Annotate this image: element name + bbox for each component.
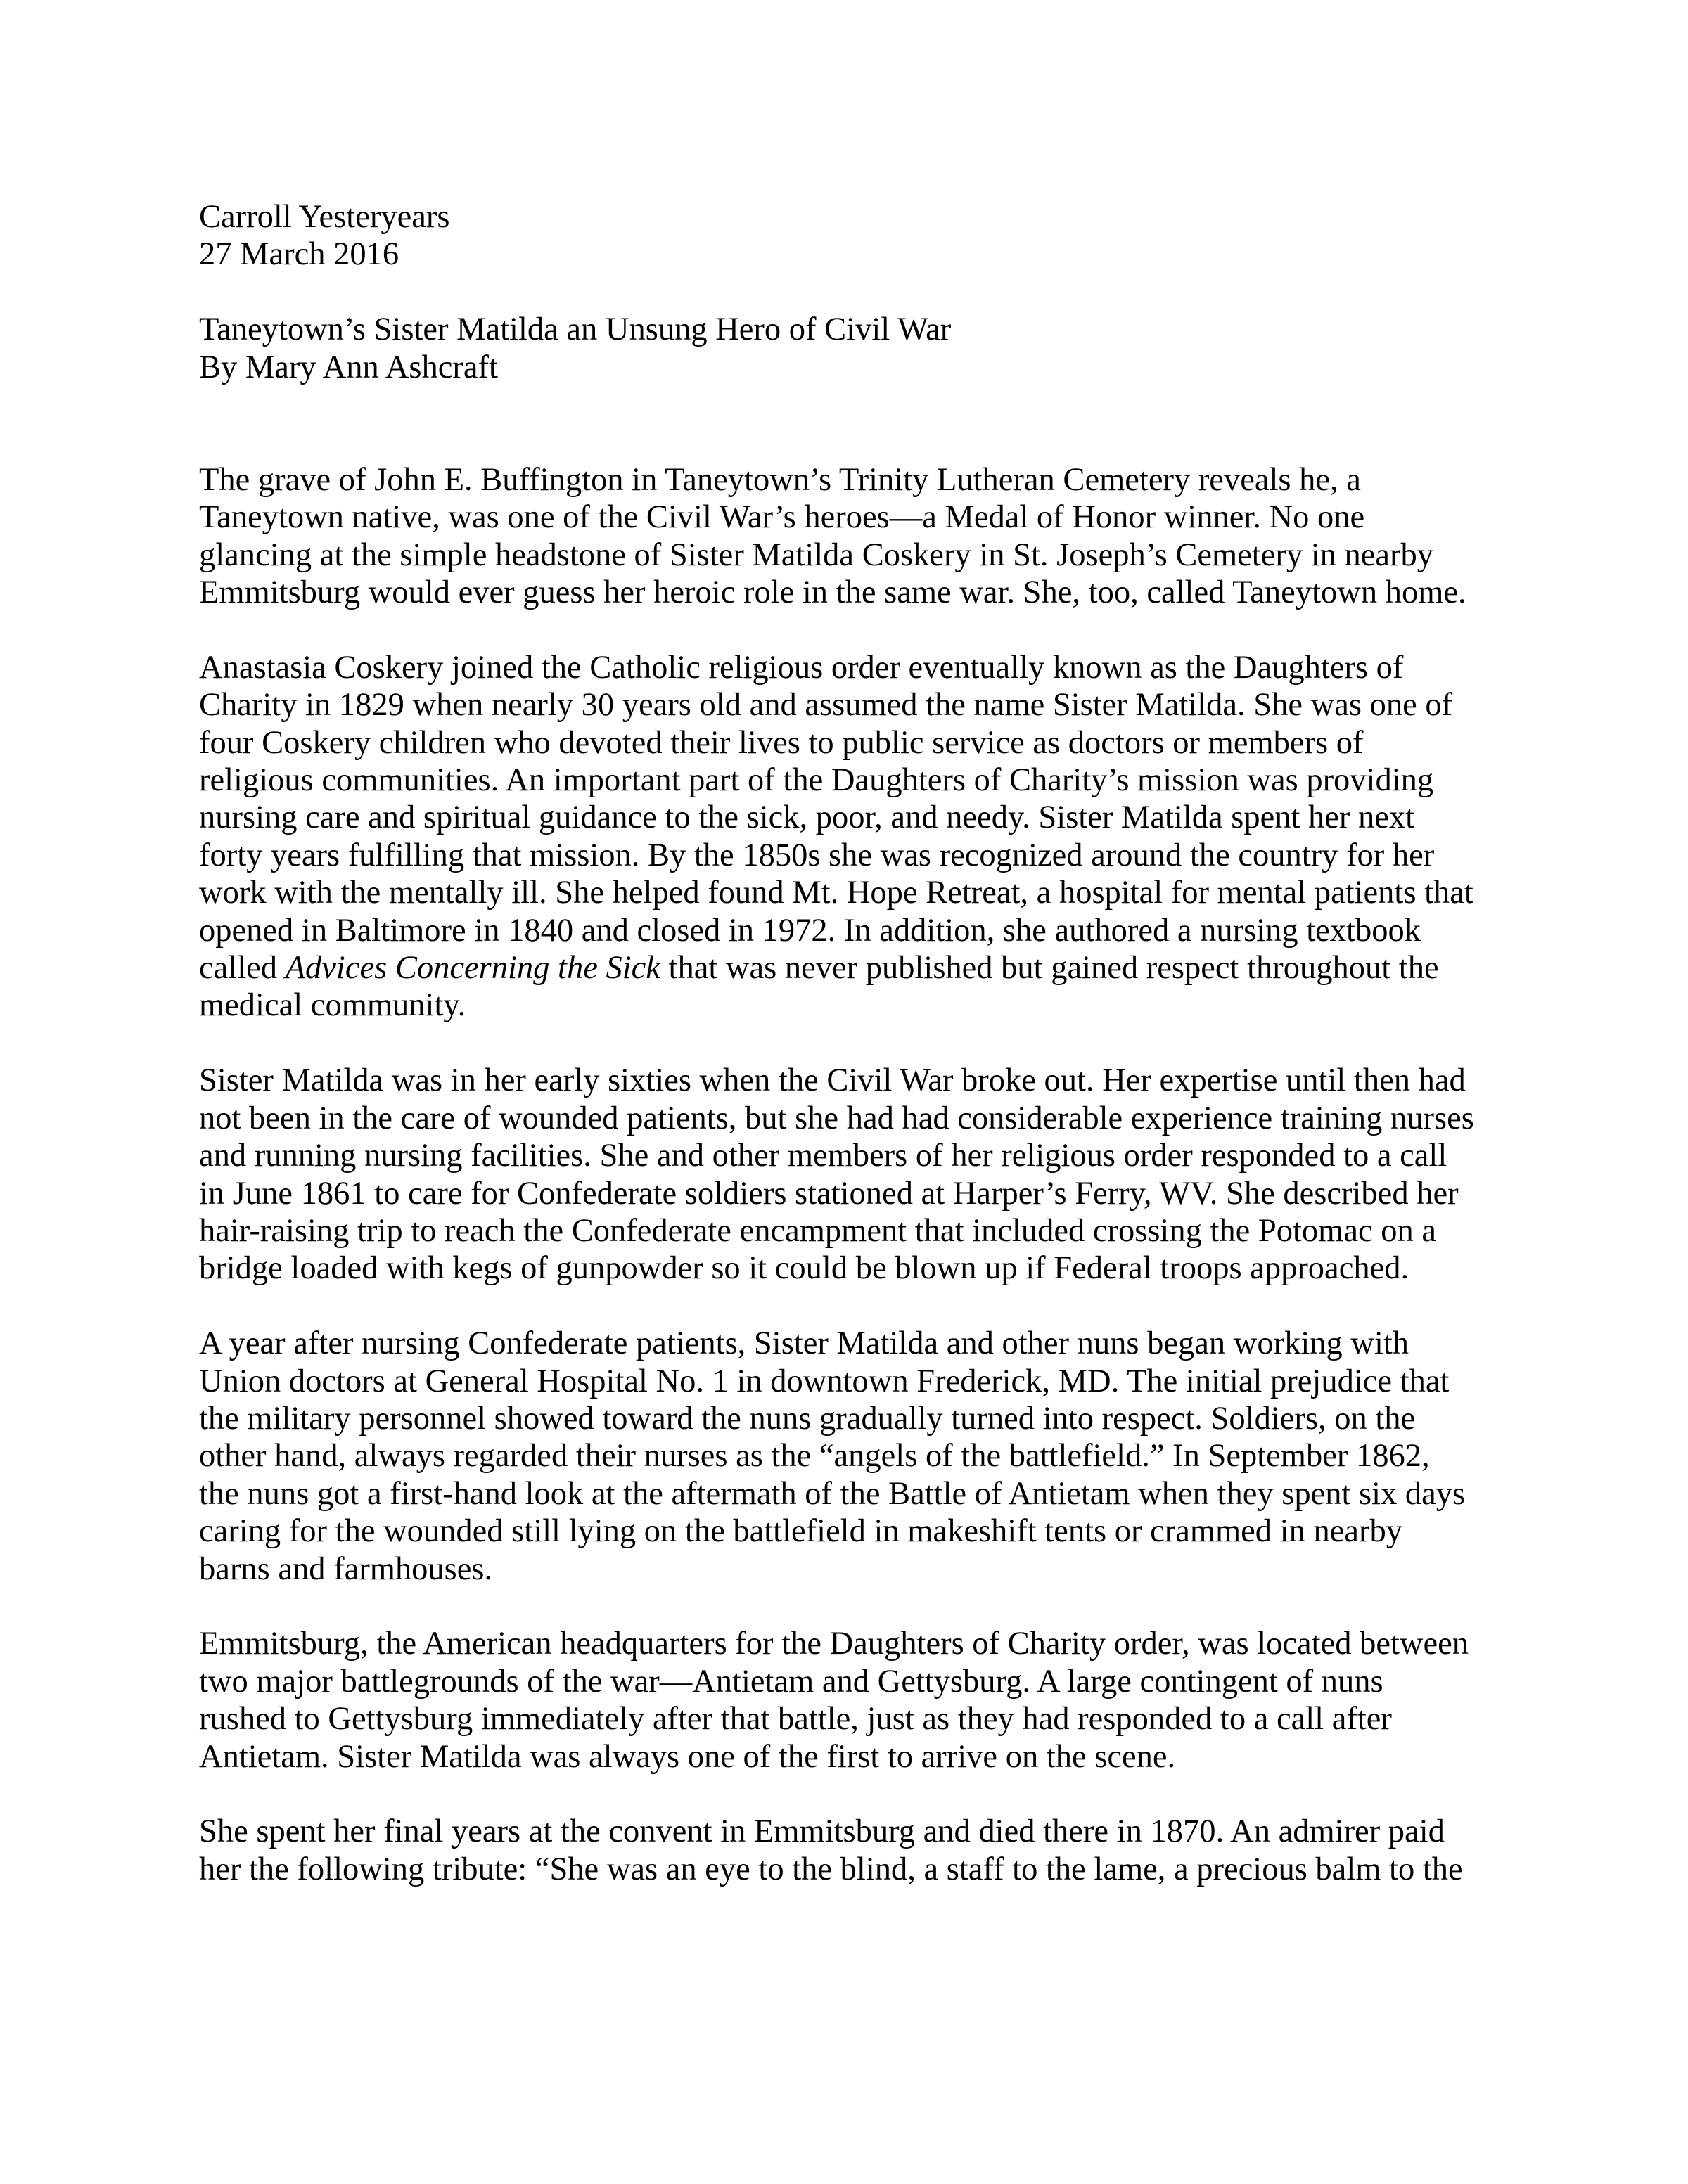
text-line: Antietam. Sister Matilda was always one of the first to arrive on the scene. bbox=[199, 1738, 1176, 1775]
text-line: other hand, always regarded their nurses as the “angels of the battlefield.” In September 1862, bbox=[199, 1438, 1430, 1475]
paragraph-3 bbox=[199, 1062, 1521, 1287]
text-run: called bbox=[199, 950, 286, 987]
spacer bbox=[199, 1775, 1521, 1813]
text-line: Union doctors at General Hospital No. 1 in downtown Frederick, MD. The initial prejudice that bbox=[199, 1363, 1450, 1399]
text-line: Sister Matilda was in her early sixties when the Civil War broke out. Her expertise until then had bbox=[199, 1062, 1466, 1099]
text-line: Emmitsburg, the American headquarters for the Daughters of Charity order, was located between bbox=[199, 1626, 1469, 1662]
header bbox=[199, 198, 1521, 274]
text-line: caring for the wounded still lying on the battlefield in makeshift tents or crammed in nearby bbox=[199, 1513, 1402, 1550]
text-line: Taneytown native, was one of the Civil War’s heroes—a Medal of Honor winner. No one bbox=[199, 499, 1365, 536]
document-page bbox=[199, 198, 1521, 1888]
text-line: Emmitsburg would ever guess her heroic role in the same war. She, too, called Taneytown home. bbox=[199, 574, 1466, 611]
text-line: two major battlegrounds of the war—Antietam and Gettysburg. A large contingent of nuns bbox=[199, 1663, 1383, 1700]
paragraph-2 bbox=[199, 649, 1521, 1024]
text-line: opened in Baltimore in 1840 and closed in 1972. In addition, she authored a nursing textbook bbox=[199, 912, 1421, 949]
text-line: religious communities. An important part of the Daughters of Charity’s mission was providing bbox=[199, 762, 1434, 799]
article-byline: By Mary Ann Ashcraft bbox=[199, 349, 498, 385]
text-line: barns and farmhouses. bbox=[199, 1550, 493, 1587]
article-title: Taneytown’s Sister Matilda an Unsung Hero of Civil War bbox=[199, 311, 952, 348]
text-line: medical community. bbox=[199, 987, 466, 1024]
text-run: that was never published but gained respect throughout the bbox=[660, 950, 1439, 987]
text-line: The grave of John E. Buffington in Taneytown’s Trinity Lutheran Cemetery reveals he, a bbox=[199, 461, 1361, 498]
paragraph-4 bbox=[199, 1325, 1521, 1588]
text-line: glancing at the simple headstone of Sister Matilda Coskery in St. Joseph’s Cemetery in nearby bbox=[199, 537, 1434, 573]
text-line: Charity in 1829 when nearly 30 years old and assumed the name Sister Matilda. She was one of bbox=[199, 687, 1453, 724]
spacer bbox=[199, 386, 1521, 461]
text-line: nursing care and spiritual guidance to the sick, poor, and needy. Sister Matilda spent her next bbox=[199, 799, 1415, 836]
text-line: bridge loaded with kegs of gunpowder so it could be blown up if Federal troops approached. bbox=[199, 1250, 1409, 1287]
publication-date: 27 March 2016 bbox=[199, 236, 399, 273]
paragraph-1 bbox=[199, 461, 1521, 612]
spacer bbox=[199, 1588, 1521, 1625]
text-line: hair-raising trip to reach the Confederate encampment that included crossing the Potomac on a bbox=[199, 1212, 1437, 1249]
publication-name: Carroll Yesteryears bbox=[199, 199, 450, 235]
text-line: the nuns got a first-hand look at the aftermath of the Battle of Antietam when they spent six days bbox=[199, 1475, 1466, 1512]
book-title: Advices Concerning the Sick bbox=[285, 950, 660, 987]
text-line: Anastasia Coskery joined the Catholic religious order eventually known as the Daughters of bbox=[199, 649, 1404, 686]
article-heading bbox=[199, 311, 1521, 386]
text-line: the military personnel showed toward the nuns gradually turned into respect. Soldiers, on the bbox=[199, 1400, 1416, 1437]
text-line: She spent her final years at the convent in Emmitsburg and died there in 1870. An admirer paid bbox=[199, 1813, 1445, 1850]
text-line: rushed to Gettysburg immediately after that battle, just as they had responded to a call after bbox=[199, 1701, 1392, 1737]
text-line bbox=[199, 949, 1521, 987]
spacer bbox=[199, 1024, 1521, 1062]
spacer bbox=[199, 611, 1521, 648]
text-line: four Coskery children who devoted their lives to public service as doctors or members of bbox=[199, 724, 1364, 761]
text-line: not been in the care of wounded patients, but she had had considerable experience training nurses bbox=[199, 1100, 1474, 1136]
text-line: and running nursing facilities. She and other members of her religious order responded to a call bbox=[199, 1138, 1447, 1174]
paragraph-5 bbox=[199, 1625, 1521, 1775]
paragraph-6 bbox=[199, 1813, 1521, 1888]
text-line: A year after nursing Confederate patients, Sister Matilda and other nuns began working with bbox=[199, 1325, 1409, 1362]
spacer bbox=[199, 1287, 1521, 1325]
spacer bbox=[199, 274, 1521, 311]
text-line: forty years fulfilling that mission. By the 1850s she was recognized around the country for her bbox=[199, 837, 1435, 873]
text-line: in June 1861 to care for Confederate soldiers stationed at Harper’s Ferry, WV. She described her bbox=[199, 1175, 1459, 1212]
text-line: work with the mentally ill. She helped found Mt. Hope Retreat, a hospital for mental patients that bbox=[199, 875, 1473, 911]
text-line: her the following tribute: “She was an eye to the blind, a staff to the lame, a precious balm to the bbox=[199, 1851, 1463, 1887]
